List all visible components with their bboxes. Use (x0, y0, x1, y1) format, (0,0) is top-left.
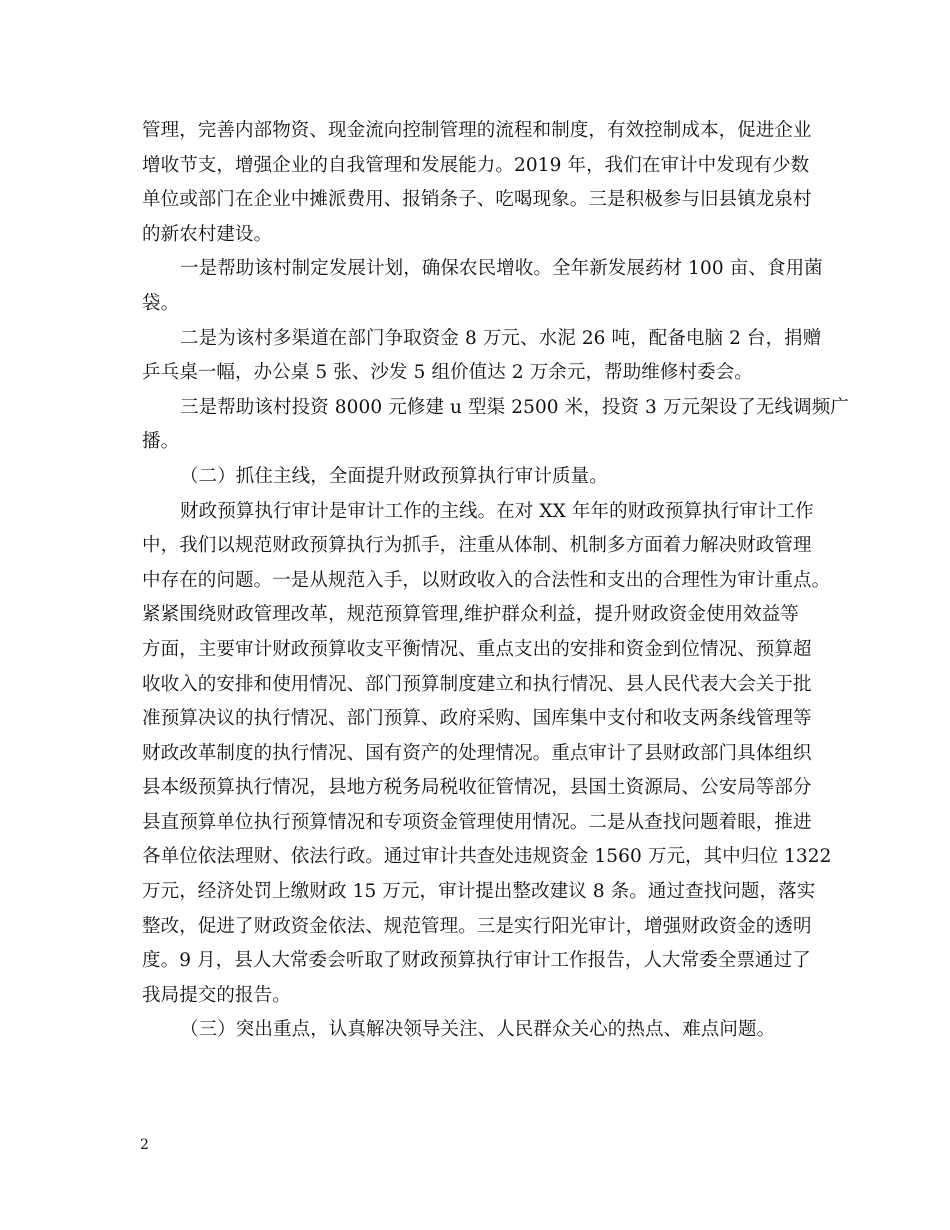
text-line: 的新农村建设。 (142, 223, 273, 245)
text-line: 增收节支，增强企业的自我管理和发展能力。2019 年，我们在审计中发现有少数 (142, 154, 810, 176)
text-line: 袋。 (142, 292, 180, 314)
text-line: 播。 (142, 431, 180, 453)
text-line: 二是为该村多渠道在部门争取资金 8 万元、水泥 26 吨，配备电脑 2 台，捐赠 (180, 327, 822, 349)
text-line: 我局提交的报告。 (142, 984, 291, 1006)
text-line: 准预算决议的执行情况、部门预算、政府采购、国库集中支付和收支两条线管理等 (142, 708, 812, 730)
text-line: 中存在的问题。一是从规范入手，以财政收入的合法性和支出的合理性为审计重点。 (142, 569, 831, 591)
page-number: 2 (140, 1137, 149, 1153)
text-line: 乒乓桌一幅，办公桌 5 张、沙发 5 组价值达 2 万余元，帮助维修村委会。 (142, 362, 753, 384)
text-line: 各单位依法理财、依法行政。通过审计共查处违规资金 1560 万元，其中归位 1322 (142, 846, 832, 868)
text-line: 收收入的安排和使用情况、部门预算制度建立和执行情况、县人民代表大会关于批 (142, 673, 812, 695)
text-line: 方面，主要审计财政预算收支平衡情况、重点支出的安排和资金到位情况、预算超 (142, 638, 812, 660)
text-line: 三是帮助该村投资 8000 元修建 u 型渠 2500 米，投资 3 万元架设了无线调频广 (180, 396, 849, 418)
text-line: 度。9 月，县人大常委会听取了财政预算执行审计工作报告，人大常委全票通过了 (142, 950, 811, 972)
text-line: 一是帮助该村制定发展计划，确保农民增收。全年新发展药材 100 亩、食用菌 (180, 258, 823, 280)
text-line: 单位或部门在企业中摊派费用、报销条子、吃喝现象。三是积极参与旧县镇龙泉村 (142, 189, 812, 211)
text-line: 整改，促进了财政资金依法、规范管理。三是实行阳光审计，增强财政资金的透明 (142, 915, 812, 937)
text-line: （二）抓住主线，全面提升财政预算执行审计质量。 (180, 465, 608, 487)
text-line: 县本级预算执行情况，县地方税务局税收征管情况，县国土资源局、公安局等部分 (142, 777, 812, 799)
text-line: 万元，经济处罚上缴财政 15 万元，审计提出整改建议 8 条。通过查找问题，落实 (142, 881, 816, 903)
text-line: 中，我们以规范财政预算执行为抓手，注重从体制、机制多方面着力解决财政管理 (142, 535, 812, 557)
text-line: （三）突出重点，认真解决领导关注、人民群众关心的热点、难点问题。 (180, 1019, 776, 1041)
text-line: 管理，完善内部物资、现金流向控制管理的流程和制度，有效控制成本，促进企业 (142, 120, 812, 141)
text-line: 紧紧围绕财政管理改革，规范预算管理,维护群众利益，提升财政资金使用效益等 (142, 604, 799, 626)
body-text (142, 114, 849, 1048)
text-line: 财政预算执行审计是审计工作的主线。在对 XX 年年的财政预算执行审计工作 (180, 500, 814, 522)
text-line: 财政改革制度的执行情况、国有资产的处理情况。重点审计了县财政部门具体组织 (142, 742, 812, 764)
text-line: 县直预算单位执行预算情况和专项资金管理使用情况。二是从查找问题着眼，推进 (142, 811, 812, 833)
